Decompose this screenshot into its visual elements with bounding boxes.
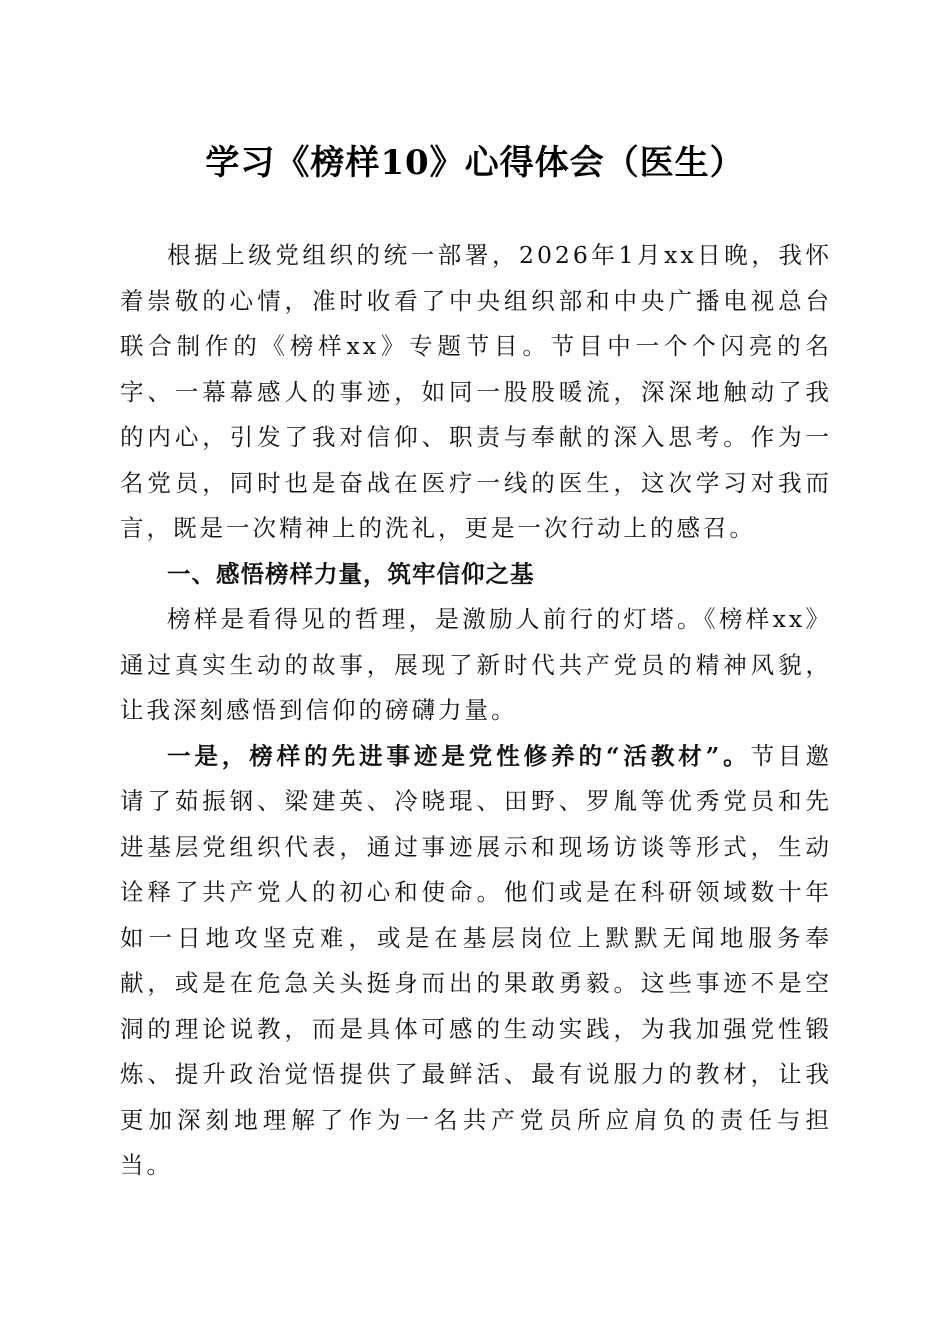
- intro-paragraph: 根据上级党组织的统一部署，2026年1月xx日晚，我怀着崇敬的心情，准时收看了中央组织部和中央广播电视总台联合制作的《榜样xx》专题节目。节目中一个个闪亮的名字、一幕幕感人的事迹，如同一股股暖流，深深地触动了我的内心，引发了我对信仰、职责与奉献的深入思考。作为一名党员，同时也是奋战在医疗一线的医生，这次学习对我而言，既是一次精神上的洗礼，更是一次行动上的感召。: [120, 241, 832, 542]
- section-heading-1: 一、感悟榜样力量，筑牢信仰之基: [167, 559, 535, 588]
- point-one-lead: 一是，榜样的先进事迹是党性修养的“活教材”。: [167, 741, 751, 770]
- point-one-text: 节目邀请了茹振钢、梁建英、冷晓琨、田野、罗胤等优秀党员和先进基层党组织代表，通过事迹展示和现场访谈等形式，生动诠释了共产党人的初心和使命。他们或是在科研领域数十年如一日地攻坚克难，或是在基层岗位上默默无闻地服务奉献，或是在危急关头挺身而出的果敢勇毅。这些事迹不是空洞的理论说教，而是具体可感的生动实践，为我加强党性锻炼、提升政治觉悟提供了最鲜活、最有说服力的教材，让我更加深刻地理解了作为一名共产党员所应肩负的责任与担当。: [120, 741, 832, 1179]
- document-body: [120, 233, 832, 1189]
- document-title: 学习《榜样10》心得体会（医生）: [205, 143, 745, 183]
- section-1-intro-paragraph: 榜样是看得见的哲理，是激励人前行的灯塔。《榜样xx》通过真实生动的故事，展现了新时代共产党员的精神风貌，让我深刻感悟到信仰的磅礴力量。: [120, 605, 832, 724]
- point-one-paragraph: [120, 734, 832, 1189]
